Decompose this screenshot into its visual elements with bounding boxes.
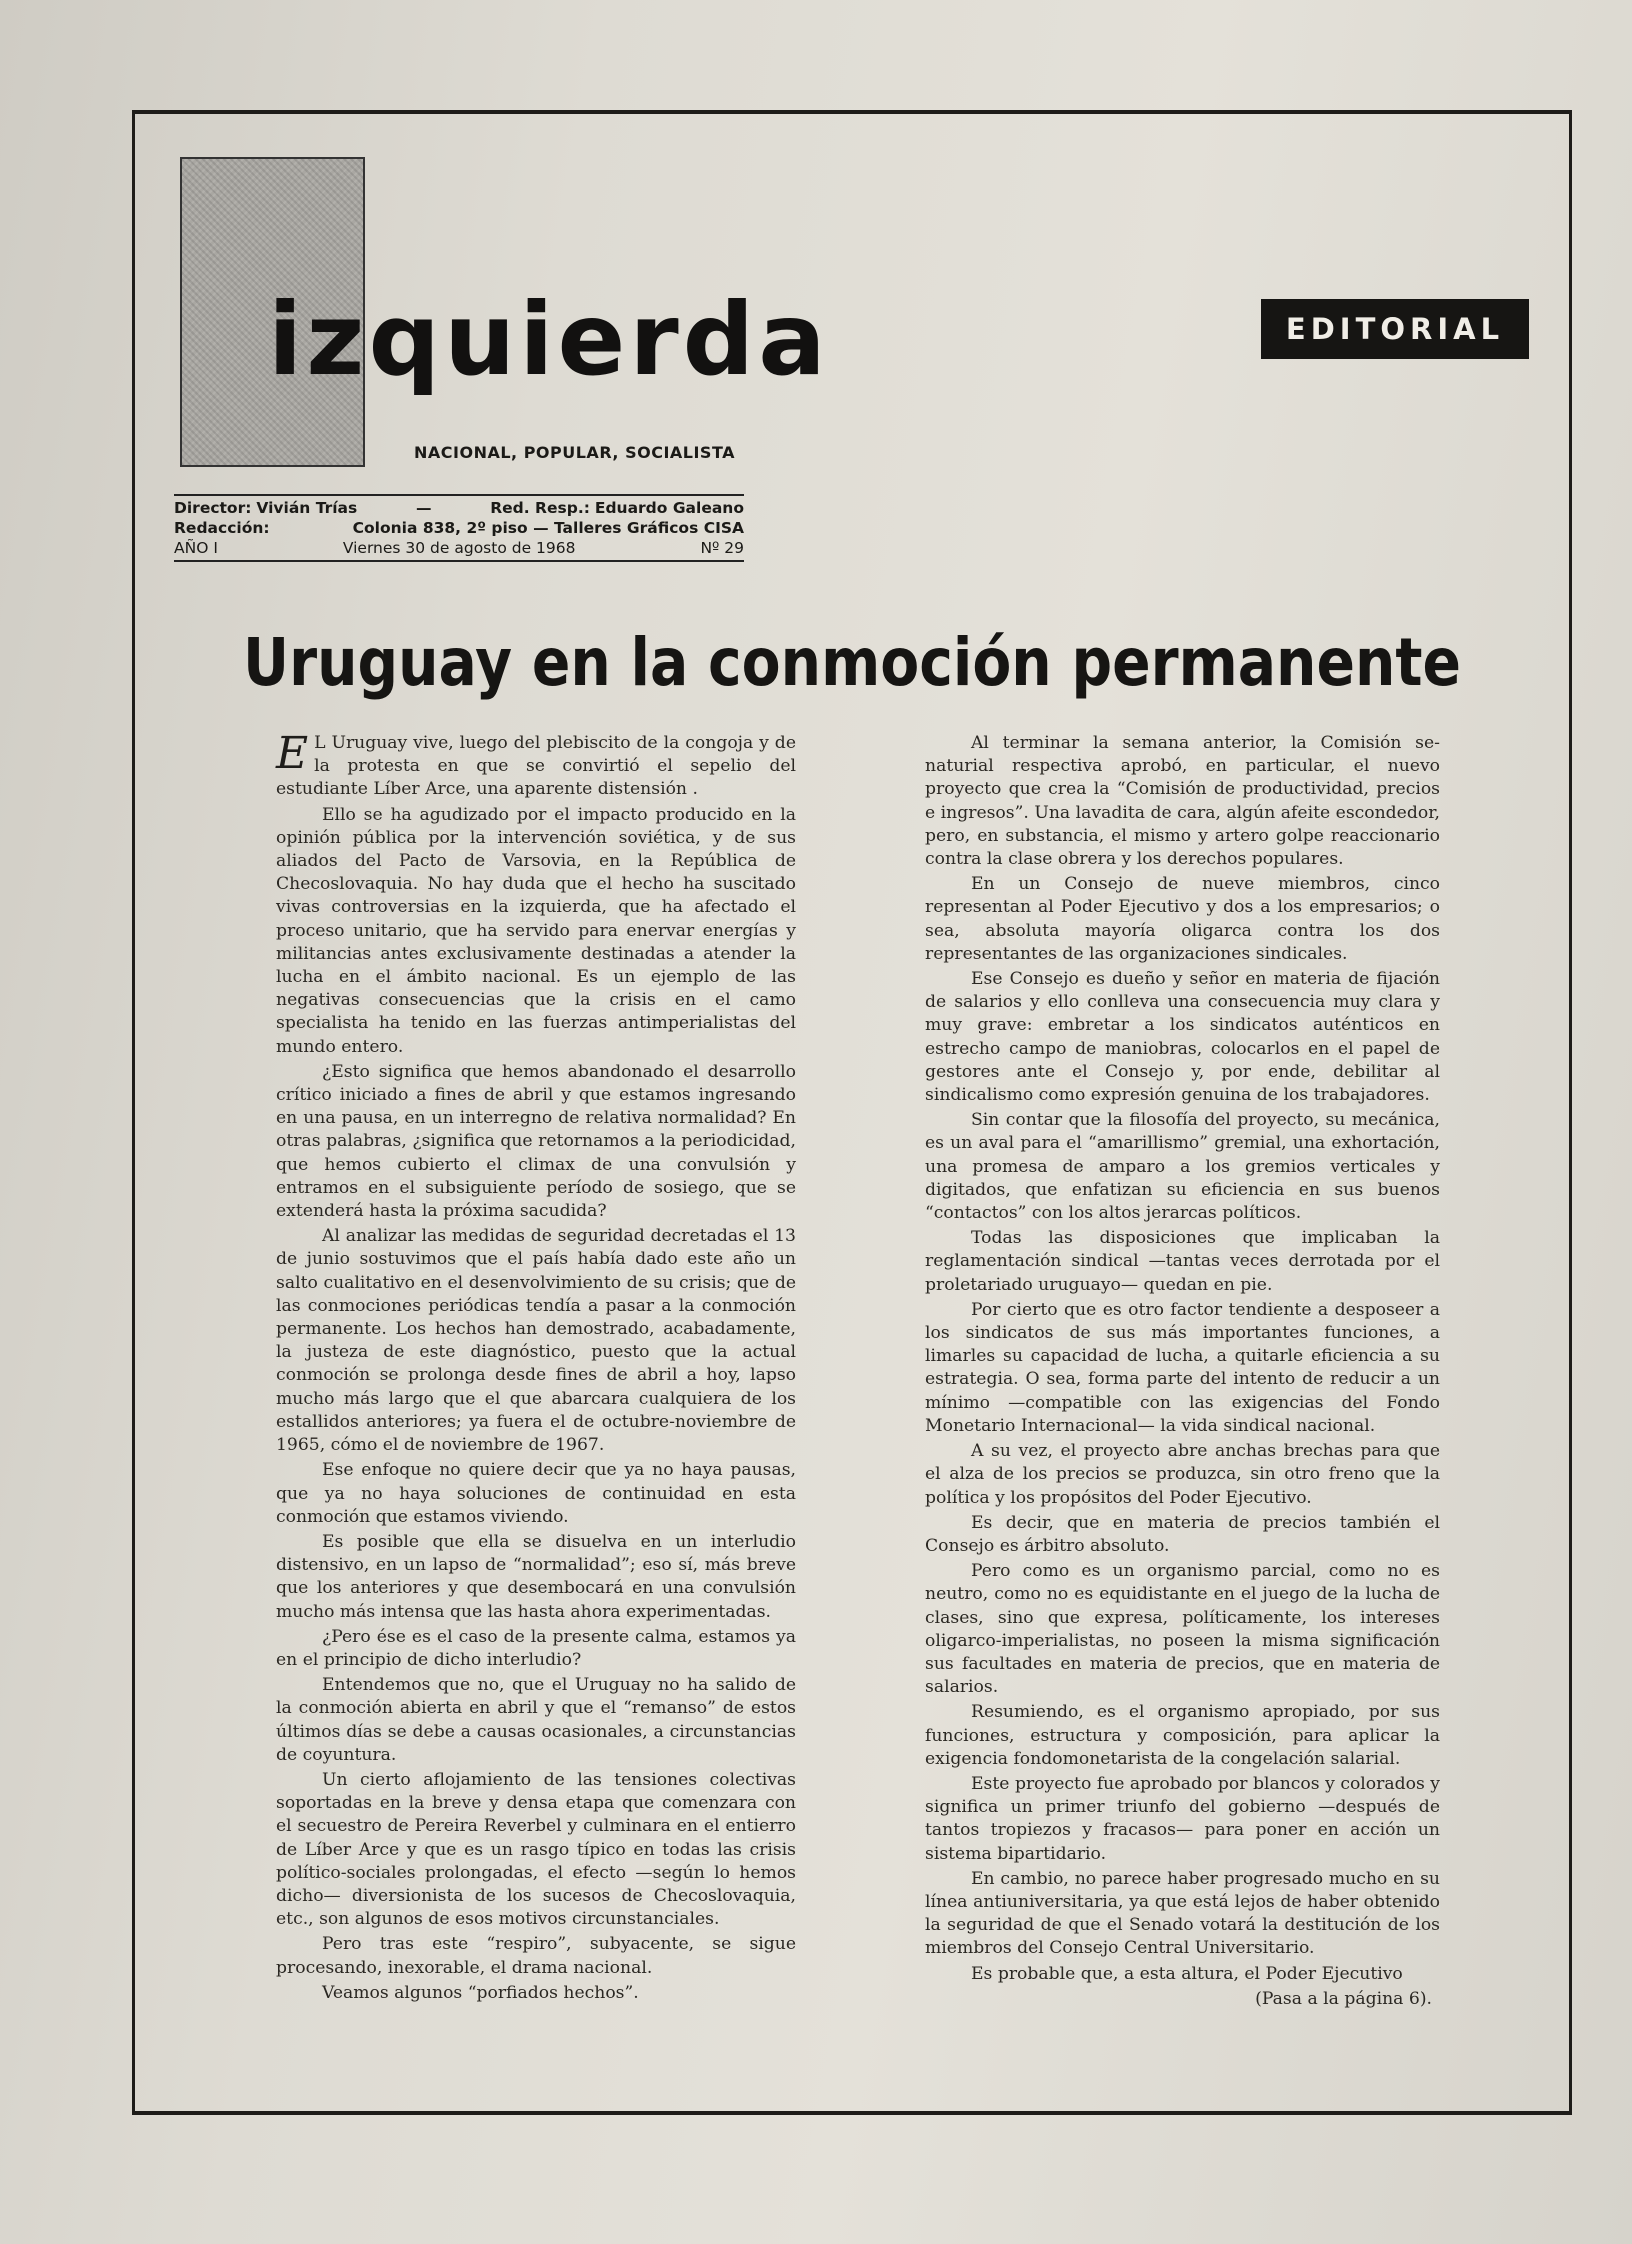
masthead <box>174 494 744 562</box>
masthead-row-issue <box>174 538 744 558</box>
paragraph: Es posible que ella se disuelva en un interludio distensivo, en un lapso de “normalidad”; eso sí, más breve que los anteriores y que desembocará en una convulsión mucho más intensa que las hasta ahora experimentadas. <box>276 1531 796 1622</box>
paragraph: Es probable que, a esta altura, el Poder Ejecutivo <box>971 1963 1403 1984</box>
drop-cap: E <box>276 728 309 779</box>
paragraph: Ese enfoque no quiere decir que ya no haya pausas, que ya no haya soluciones de continuidad en esta conmoción que estamos viviendo. <box>276 1460 796 1527</box>
paragraph: E L Uruguay vive, luego del plebiscito de la congoja y de la protesta en que se convirtió el sepelio del estudiante Líber Arce, una aparente distensión . <box>276 728 796 800</box>
paragraph: Ese Consejo es dueño y señor en materia de fijación de salarios y ello conlleva una consecuencia muy clara y muy grave: embretar a los sindicatos auténticos en estrecho campo de maniobras, colocarlos en el papel de gestores ante el Consejo y, por ende, debilitar al sindicalismo como expresión genuina de los trabajadores. <box>925 969 1440 1106</box>
paragraph: En un Consejo de nueve miembros, cinco representan al Poder Ejecutivo y dos a los empresarios; o sea, absoluta mayoría oligarca contra los dos representantes de las organizaciones sindicales. <box>925 874 1440 964</box>
masthead-dash: — <box>415 499 432 517</box>
newspaper-tagline: NACIONAL, POPULAR, SOCIALISTA <box>414 443 736 462</box>
masthead-row-staff <box>174 498 744 518</box>
newspaper-logo: izquierda <box>268 281 830 398</box>
issue-number: Nº 29 <box>700 539 744 557</box>
paragraph: Todas las disposiciones que implicaban la reglamentación sindical —tantas veces derrotada por el proletariado uruguayo— quedan en pie. <box>925 1228 1440 1295</box>
paragraph: En cambio, no parece haber progresado mucho en su línea antiuniversitaria, ya que está lejos de haber obtenido la seguridad de que el Senado votará la destitución de los miembros del Consejo Central Universitario. <box>925 1868 1440 1959</box>
redaccion-label: Redacción: <box>174 519 270 537</box>
section-badge: EDITORIAL <box>1261 299 1529 359</box>
paragraph: A su vez, el proyecto abre anchas brechas para que el alza de los precios se produzca, sin otro freno que la política y los propósitos del Poder Ejecutivo. <box>925 1441 1440 1508</box>
article-column-left <box>276 728 796 2007</box>
paragraph: Un cierto aflojamiento de las tensiones colectivas soportadas en la breve y densa etapa que comenzara con el secuestro de Pereira Reverbel y culminara en el entierro de Líber Arce y que es un rasgo típico en todas las crisis político-sociales prolongadas, el efecto —según lo hemos dicho— diversionista de los sucesos de Checoslovaquia, etc., son algunos de esos motivos circunstanciales. <box>276 1769 796 1930</box>
paragraph: ¿Esto significa que hemos abandonado el desarrollo crítico iniciado a fines de abril y que estamos ingresando en una pausa, en un interregno de relativa normalidad? En otras palabras, ¿significa que retornamos a la periodicidad, que hemos cubierto el climax de una convulsión y entramos en el subsiguiente período de sosiego, que se extenderá hasta la próxima sacudida? <box>276 1061 796 1222</box>
responsible-editor: Red. Resp.: Eduardo Galeano <box>490 499 744 517</box>
paragraph: Este proyecto fue aprobado por blancos y colorados y significa un primer triunfo del gobierno —después de tantos tropiezos y fracasos— para poner en acción un sistema bipartidario. <box>925 1773 1440 1864</box>
paragraph: Veamos algunos “porfiados hechos”. <box>322 1982 639 2003</box>
article-column-right <box>925 732 1440 2013</box>
article-headline: Uruguay en la conmoción permanente <box>242 624 1461 701</box>
director-info: Director: Vivián Trías <box>174 499 358 517</box>
paragraph: Pero tras este “respiro”, subyacente, se sigue procesando, inexorable, el drama nacional. <box>276 1934 796 1978</box>
paragraph: Resumiendo, es el organismo apropiado, por sus funciones, estructura y composición, para aplicar la exigencia fondomonetarista de la congelación salarial. <box>925 1702 1440 1769</box>
paragraph: Es decir, que en materia de precios también el Consejo es árbitro absoluto. <box>925 1512 1440 1556</box>
paragraph: Ello se ha agudizado por el impacto producido en la opinión pública por la intervención soviética, y de sus aliados del Pacto de Varsovia, en la República de Checoslovaquia. No hay duda que el hecho ha suscitado vivas controversias en la izquierda, que ha afectado el proceso unitario, que ha servido para enervar energías y militancias antes exclusivamente destinadas a atender la lucha en el ámbito nacional. Es un ejemplo de las negativas consecuencias que la crisis en el camo specialista ha tenido en las fuerzas antimperialistas del mundo entero. <box>276 804 796 1057</box>
issue-date: Viernes 30 de agosto de 1968 <box>342 539 576 557</box>
masthead-row-address <box>174 518 744 538</box>
continuation-note: (Pasa a la página 6). <box>1255 1988 1432 2009</box>
paragraph: Entendemos que no, que el Uruguay no ha salido de la conmoción abierta en abril y que el “remanso” de estos últimos días se debe a causas ocasionales, a circunstancias de coyuntura. <box>276 1675 796 1765</box>
year-label: AÑO I <box>174 539 218 557</box>
paragraph: Al terminar la semana anterior, la Comisión se-naturial respectiva aprobó, en particular, el nuevo proyecto que crea la “Comisión de productividad, precios e ingresos”. Una lavadita de cara, algún afeite escondedor, pero, en substancia, el mismo y artero golpe reaccionario contra la clase obrera y los derechos populares. <box>925 733 1440 870</box>
redaccion-address: Colonia 838, 2º piso — Talleres Gráficos CISA <box>352 519 744 537</box>
paragraph: Pero como es un organismo parcial, como no es neutro, como no es equidistante en el juego de la lucha de clases, sino que expresa, políticamente, los intereses oligarco-imperialistas, no poseen la misma significación sus facultades en materia de precios, que en materia de salarios. <box>925 1561 1440 1698</box>
paragraph: ¿Pero ése es el caso de la presente calma, estamos ya en el principio de dicho interludio? <box>276 1626 796 1670</box>
paragraph: Al analizar las medidas de seguridad decretadas el 13 de junio sostuvimos que el país había dado este año un salto cualitativo en el desenvolvimiento de su crisis; que de las conmociones periódicas tendía a pasar a la conmoción permanente. Los hechos han demostrado, acabadamente, la justeza de este diagnóstico, puesto que la actual conmoción se prolonga desde fines de abril a hoy, lapso mucho más largo que el que abarcara cualquiera de los estallidos anteriores; ya fuera el de octubre-noviembre de 1965, cómo el de noviembre de 1967. <box>276 1226 796 1456</box>
paragraph: Por cierto que es otro factor tendiente a desposeer a los sindicatos de sus más importantes funciones, a limarles su capacidad de lucha, a quitarle eficiencia a su estrategia. O sea, forma parte del intento de reducir a un mínimo —compatible con las exigencias del Fondo Monetario Internacional— la vida sindical nacional. <box>925 1299 1440 1436</box>
paragraph: Sin contar que la filosofía del proyecto, su mecánica, es un aval para el “amarillismo” gremial, una exhortación, una promesa de amparo a los gremios verticales y digitados, que enfatizan su eficiencia en sus buenos “contactos” con los altos jerarcas políticos. <box>925 1110 1440 1224</box>
